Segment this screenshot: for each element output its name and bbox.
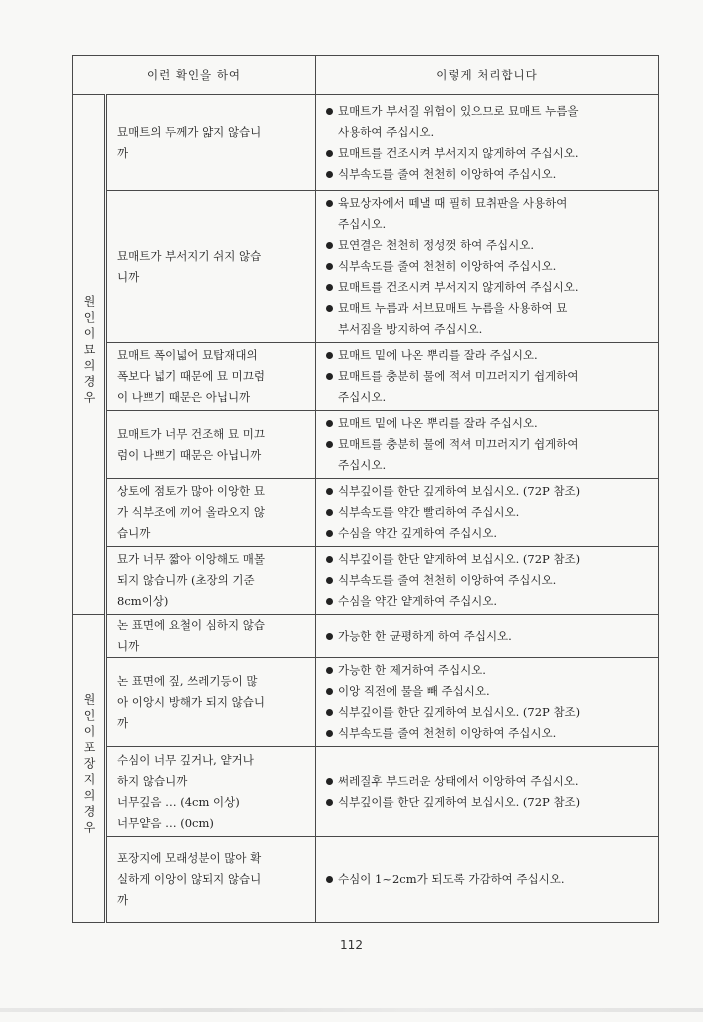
table-row bbox=[73, 615, 659, 658]
action-list bbox=[326, 345, 650, 408]
action-cell bbox=[316, 658, 659, 747]
action-item: 묘매트 누름과 서브묘매트 누름을 사용하여 묘 부서짐을 방지하여 주십시오. bbox=[326, 298, 650, 340]
action-item: 묘매트를 건조시켜 부서지지 않게하여 주십시오. bbox=[326, 277, 650, 298]
scan-artifact bbox=[0, 1008, 703, 1012]
condition-cell: 논 표면에 짚, 쓰레기등이 많 아 이앙시 방해가 되지 않습니 까 bbox=[106, 658, 316, 747]
action-item: 이앙 직전에 물을 빼 주십시오. bbox=[326, 681, 650, 702]
condition-cell: 상토에 점토가 많아 이앙한 묘 가 식부조에 끼어 올라오지 않 습니까 bbox=[106, 479, 316, 547]
action-item: 식부속도를 줄여 천천히 이앙하여 주십시오. bbox=[326, 723, 650, 744]
action-item: 묘매트 밑에 나온 뿌리를 잘라 주십시오. bbox=[326, 413, 650, 434]
group-label: 원인이묘의경우 bbox=[82, 295, 96, 407]
action-item: 수심이 1~2cm가 되도록 가감하여 주십시오. bbox=[326, 869, 650, 890]
action-column-header: 이렇게 처리합니다 bbox=[316, 56, 659, 95]
table-body bbox=[73, 95, 659, 923]
action-item: 식부깊이를 한단 깊게하여 보십시오. (72P 참조) bbox=[326, 792, 650, 813]
action-item: 식부깊이를 한단 얕게하여 보십시오. (72P 참조) bbox=[326, 549, 650, 570]
check-column-header: 이런 확인을 하여 bbox=[73, 56, 316, 95]
action-item: 식부속도를 줄여 천천히 이앙하여 주십시오. bbox=[326, 570, 650, 591]
action-item: 식부깊이를 한단 깊게하여 보십시오. (72P 참조) bbox=[326, 702, 650, 723]
action-item: 묘매트를 충분히 물에 적셔 미끄러지기 쉽게하여 주십시오. bbox=[326, 434, 650, 476]
action-list bbox=[326, 869, 650, 890]
action-cell bbox=[316, 95, 659, 191]
action-item: 써레질후 부드러운 상태에서 이앙하여 주십시오. bbox=[326, 771, 650, 792]
condition-cell: 수심이 너무 깊거나, 얕거나 하지 않습니까 너무깊음 … (4cm 이상) 너무얕음 … (0cm) bbox=[106, 747, 316, 837]
table-row bbox=[73, 411, 659, 479]
table-row bbox=[73, 95, 659, 191]
action-item: 묘매트를 건조시켜 부서지지 않게하여 주십시오. bbox=[326, 143, 650, 164]
action-item: 묘매트가 부서질 위험이 있으므로 묘매트 누름을 사용하여 주십시오. bbox=[326, 101, 650, 143]
action-item: 식부속도를 줄여 천천히 이앙하여 주십시오. bbox=[326, 164, 650, 185]
action-item: 묘매트 밑에 나온 뿌리를 잘라 주십시오. bbox=[326, 345, 650, 366]
condition-cell: 묘매트 폭이넓어 묘탑재대의 폭보다 넓기 때문에 묘 미끄럼 이 나쁘기 때문은 아닙니까 bbox=[106, 343, 316, 411]
action-list bbox=[326, 549, 650, 612]
action-item: 수심을 약간 깊게하여 주십시오. bbox=[326, 523, 650, 544]
action-cell bbox=[316, 411, 659, 479]
action-cell bbox=[316, 191, 659, 343]
action-item: 식부속도를 약간 빨리하여 주십시오. bbox=[326, 502, 650, 523]
action-list bbox=[326, 413, 650, 476]
condition-cell: 묘매트가 부서지기 쉬지 않습 니까 bbox=[106, 191, 316, 343]
action-item: 식부깊이를 한단 깊게하여 보십시오. (72P 참조) bbox=[326, 481, 650, 502]
action-cell bbox=[316, 547, 659, 615]
condition-cell: 묘매트가 너무 건조해 묘 미끄 럼이 나쁘기 때문은 아닙니까 bbox=[106, 411, 316, 479]
action-list bbox=[326, 481, 650, 544]
action-list bbox=[326, 660, 650, 744]
action-list bbox=[326, 626, 650, 647]
table-row bbox=[73, 658, 659, 747]
table-header-row bbox=[73, 56, 659, 95]
action-cell bbox=[316, 479, 659, 547]
action-list bbox=[326, 771, 650, 813]
action-item: 수심을 약간 얕게하여 주십시오. bbox=[326, 591, 650, 612]
group-label-cell bbox=[73, 615, 106, 923]
action-item: 묘매트를 충분히 물에 적셔 미끄러지기 쉽게하여 주십시오. bbox=[326, 366, 650, 408]
troubleshooting-table bbox=[72, 55, 659, 923]
condition-cell: 논 표면에 요철이 심하지 않습 니까 bbox=[106, 615, 316, 658]
action-item: 가능한 한 균평하게 하여 주십시오. bbox=[326, 626, 650, 647]
condition-cell: 묘가 너무 짧아 이앙해도 매몰 되지 않습니까 (초장의 기준 8cm이상) bbox=[106, 547, 316, 615]
table-row bbox=[73, 747, 659, 837]
group-label: 원인이포장지의경우 bbox=[82, 693, 96, 837]
table-row bbox=[73, 837, 659, 923]
action-cell bbox=[316, 343, 659, 411]
action-item: 가능한 한 제거하여 주십시오. bbox=[326, 660, 650, 681]
condition-cell: 포장지에 모래성분이 많아 확 실하게 이앙이 않되지 않습니 까 bbox=[106, 837, 316, 923]
action-item: 묘연결은 천천히 정성껏 하여 주십시오. bbox=[326, 235, 650, 256]
table-row bbox=[73, 343, 659, 411]
table-row bbox=[73, 547, 659, 615]
action-list bbox=[326, 193, 650, 340]
condition-cell: 묘매트의 두께가 얇지 않습니 까 bbox=[106, 95, 316, 191]
action-cell bbox=[316, 615, 659, 658]
action-cell bbox=[316, 837, 659, 923]
group-label-cell bbox=[73, 95, 106, 615]
action-item: 식부속도를 줄여 천천히 이앙하여 주십시오. bbox=[326, 256, 650, 277]
table-row bbox=[73, 191, 659, 343]
action-list bbox=[326, 101, 650, 185]
table-row bbox=[73, 479, 659, 547]
action-cell bbox=[316, 747, 659, 837]
action-item: 육묘상자에서 떼낼 때 필히 묘취판을 사용하여 주십시오. bbox=[326, 193, 650, 235]
page-number: 112 bbox=[340, 938, 363, 952]
